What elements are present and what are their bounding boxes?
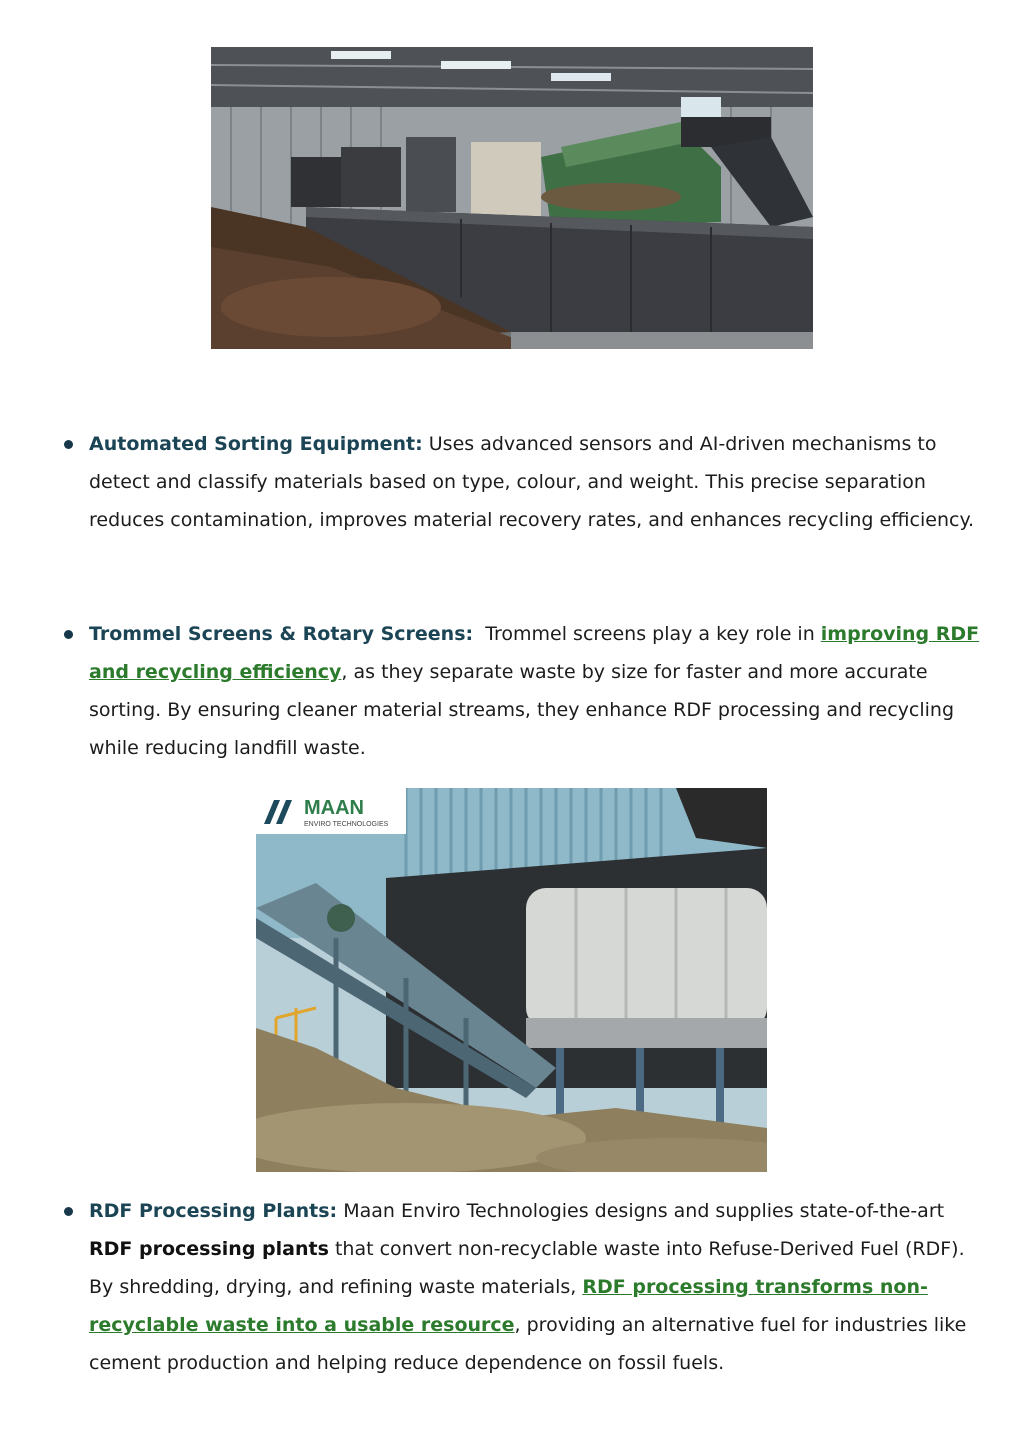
trommel-screen-photo [256,788,767,1172]
item-heading: Trommel Screens & Rotary Screens: [89,623,474,645]
list-item-trommel-screens [89,615,984,767]
bullet-icon [64,1207,73,1216]
item-text: Maan Enviro Technologies designs and supplies state-of-the-art [337,1200,945,1222]
facility-photo [211,47,813,349]
rdf-efficiency-link[interactable]: improving RDF and recycling efficiency [89,623,980,683]
logo-subtitle: ENVIRO TECHNOLOGIES [304,821,389,828]
list-item-automated-sorting [89,425,984,539]
logo-mark: MAAN [304,797,364,819]
trommel-photo [256,788,767,1172]
item-text: that convert non-recyclable waste into Refuse-Derived Fuel (RDF). By shredding, drying, and refining waste materials, [89,1238,965,1298]
item-text: , as they separate waste by size for faster and more accurate sorting. By ensuring cleaner material streams, they enhance RDF processing and recycling while reducing landfill waste. [89,661,955,759]
recycling-plant-photo [211,47,813,349]
bullet-icon [64,440,73,449]
rdf-plants-emphasis: RDF processing plants [89,1238,329,1260]
item-text: Trommel screens play a key role in [473,623,821,645]
item-text: , providing an alternative fuel for industries like cement production and helping reduce dependence on fossil fuels. [89,1314,967,1374]
rdf-transforms-link[interactable]: RDF processing transforms non-recyclable waste into a usable resource [89,1276,928,1336]
item-text: Uses advanced sensors and AI-driven mechanisms to detect and classify materials based on type, colour, and weight. This precise separation reduces contamination, improves material recovery rates, and enhances recycling efficiency. [89,433,975,531]
list-item-rdf-plants [89,1192,984,1382]
item-heading: RDF Processing Plants: [89,1200,338,1222]
bullet-icon [64,630,73,639]
item-heading: Automated Sorting Equipment: [89,433,423,455]
